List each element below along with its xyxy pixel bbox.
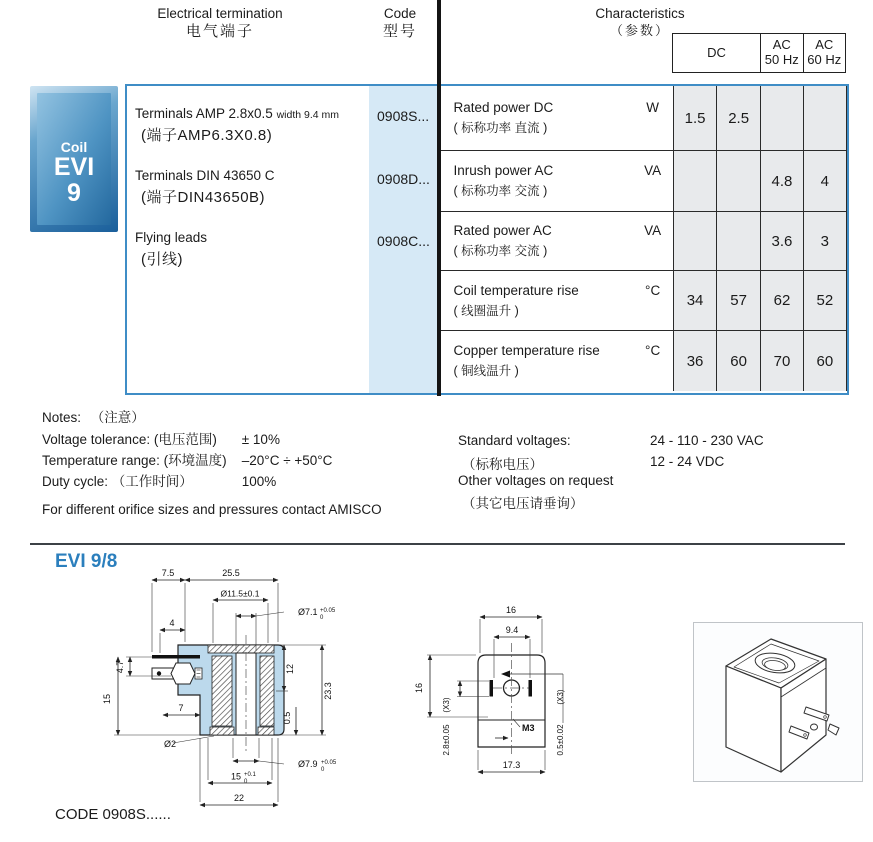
dim-label: 12	[285, 663, 295, 675]
value-cell	[673, 212, 717, 270]
coil-badge-face	[37, 93, 111, 225]
table-row	[441, 86, 847, 150]
value-cell	[760, 86, 803, 150]
header-zh: 型号	[382, 22, 417, 40]
badge-line3: 9	[67, 179, 81, 207]
value-cell	[716, 212, 759, 270]
coil-photo-badge	[30, 86, 118, 232]
dim-label: 23.3	[323, 682, 333, 700]
header-en: Electrical termination	[157, 6, 283, 21]
col-header-electrical-termination	[110, 6, 330, 42]
dim-label: 25.5	[222, 568, 240, 578]
dim-label: (X3)	[556, 689, 565, 705]
value-cell: 4.8	[760, 151, 803, 211]
table-row	[441, 211, 847, 270]
row-label-zh: ( 铜线温升 )	[453, 364, 519, 378]
value-cell: 1.5	[673, 86, 717, 150]
note-value: ± 10%	[241, 432, 280, 447]
note-line	[42, 428, 280, 448]
dim-label: M3	[522, 723, 535, 733]
header-en: Characteristics	[595, 6, 685, 21]
cross-section-drawing	[40, 555, 390, 830]
termination-row-din	[135, 168, 365, 207]
dim-tol-lo: 0	[244, 779, 248, 785]
value-cell: 2.5	[716, 86, 759, 150]
table-row	[441, 150, 847, 211]
dim-label: 0.5	[282, 711, 292, 725]
dim-label: 7	[178, 703, 184, 713]
row-unit: VA	[644, 223, 662, 238]
row-unit: °C	[645, 282, 661, 298]
row-label	[441, 331, 673, 391]
dim-label: Ø7.1	[298, 607, 318, 617]
ac60-line1: AC	[815, 37, 834, 53]
other-voltages-zh: （其它电压请垂询）	[462, 496, 584, 511]
note-label-en: Duty cycle:	[42, 474, 109, 489]
vac-values: 24 - 110 - 230 VAC	[650, 433, 764, 448]
ac50-line2: 50 Hz	[764, 52, 799, 67]
header-zh: 电气端子	[185, 22, 254, 40]
dim-label: 4.7	[115, 660, 125, 674]
row-label-en: Copper temperature rise	[453, 343, 600, 358]
termination-en	[135, 168, 365, 183]
value-cell: 36	[673, 331, 717, 391]
row-label-en: Rated power AC	[453, 223, 552, 238]
row-label-en: Coil temperature rise	[453, 282, 579, 298]
note-label-en: Temperature range:	[42, 453, 160, 468]
value-cell	[803, 86, 846, 150]
value-cell: 70	[760, 331, 803, 391]
power-column-headers	[672, 33, 846, 73]
dim-label: Ø7.9	[298, 759, 318, 769]
value-cell: 3	[803, 212, 846, 270]
header-en: Code	[383, 6, 417, 21]
coil-3d-view-frame	[693, 622, 863, 782]
ac50-line1: AC	[772, 37, 791, 53]
code-value: 0908C...	[377, 233, 430, 249]
value-cell: 52	[803, 271, 846, 330]
badge-line2: EVI	[53, 152, 95, 181]
row-label	[441, 86, 673, 150]
dim-label: (X3)	[442, 697, 451, 713]
badge-line1: Coil	[60, 138, 88, 155]
termination-row-leads	[135, 230, 365, 269]
note-label	[42, 428, 238, 448]
row-label-zh: ( 标称功率 交流 )	[453, 184, 548, 198]
note-label-zh: （工作时间）	[111, 474, 193, 489]
value-cell: 3.6	[760, 212, 803, 270]
other-voltages-label: Other voltages on request	[458, 473, 614, 488]
row-label	[441, 151, 673, 211]
dim-label: 9.4	[505, 625, 519, 635]
notes-title-zh: （注意）	[90, 410, 145, 425]
notes-title	[42, 406, 145, 426]
value-cell	[716, 151, 759, 211]
notes-footer: For different orifice sizes and pressures contact AMISCO	[42, 502, 382, 517]
connector-body	[478, 643, 563, 755]
note-label-en: Voltage tolerance:	[42, 432, 151, 447]
termination-row-amp	[135, 106, 365, 145]
dim-tol-lo: 0	[321, 767, 325, 773]
ac60-line2: 60 Hz	[807, 52, 842, 67]
row-label-zh: ( 标称功率 交流 )	[453, 244, 548, 258]
termination-zh: (端子DIN43650B)	[141, 189, 266, 206]
dim-label: 16	[414, 682, 424, 694]
dim-label: Ø2	[164, 739, 177, 749]
coil-3d-sketch	[726, 639, 839, 772]
row-unit: VA	[644, 163, 662, 178]
row-label	[441, 271, 673, 330]
termination-en	[135, 230, 365, 245]
vdc-values: 12 - 24 VDC	[650, 454, 725, 469]
termination-text: Flying leads	[135, 230, 208, 245]
value-cell: 4	[803, 151, 846, 211]
dim-label: 15	[102, 693, 112, 705]
row-unit: °C	[645, 343, 661, 358]
termination-zh: (引线)	[141, 251, 183, 268]
dim-label: 22	[233, 793, 245, 803]
note-label	[42, 449, 238, 469]
dim-label: 0.5±0.02	[556, 724, 565, 756]
top-view-drawing	[400, 595, 590, 790]
table-row	[441, 270, 847, 330]
dc-label: DC	[707, 44, 726, 60]
termination-text: Terminals DIN 43650 C	[135, 168, 275, 183]
value-cell: 57	[716, 271, 759, 330]
dim-label: 2.8±0.05	[442, 724, 451, 756]
drawing-code-caption: CODE 0908S......	[55, 806, 171, 823]
dim-tol-hi: +0.1	[244, 772, 256, 778]
characteristics-table	[441, 84, 849, 395]
note-value: 100%	[241, 474, 277, 489]
value-cell: 60	[716, 331, 759, 391]
value-cell	[673, 151, 717, 211]
dim-tol-lo: 0	[320, 615, 324, 621]
col-ac60	[803, 34, 846, 72]
dim-label: 16	[505, 605, 517, 615]
row-label-zh: ( 线圈温升 )	[453, 303, 519, 318]
termination-text: Terminals AMP 2.8x0.5	[135, 106, 273, 121]
dim-tol-hi: +0.05	[320, 608, 336, 614]
section-title: EVI 9/8	[55, 551, 118, 572]
col-ac50	[760, 34, 803, 72]
coil-3d-view	[694, 623, 864, 783]
code-value: 0908D...	[377, 171, 430, 187]
dim-label: 4	[169, 618, 175, 628]
dim-label: 17.3	[502, 760, 521, 770]
note-line	[42, 449, 332, 469]
dim-label: 15	[230, 771, 242, 782]
table-row	[441, 330, 847, 391]
row-label-en: Rated power DC	[453, 100, 554, 115]
coil-section-body	[178, 635, 284, 751]
value-cell: 60	[803, 331, 846, 391]
value-cell: 62	[760, 271, 803, 330]
value-cell: 34	[673, 271, 717, 330]
code-value: 0908S...	[377, 108, 430, 124]
standard-voltages-label: Standard voltages:	[458, 433, 571, 448]
note-label-zh: (环境温度)	[163, 453, 227, 468]
col-header-code	[360, 6, 440, 42]
termination-en	[135, 106, 365, 121]
termination-note: width 9.4 mm	[276, 109, 340, 121]
row-label-zh: ( 标称功率 直流 )	[453, 121, 548, 135]
row-label-en: Inrush power AC	[453, 163, 554, 178]
dim-label: 7.5	[161, 568, 175, 578]
row-unit: W	[646, 100, 659, 115]
dim-label: Ø11.5±0.1	[220, 588, 260, 599]
termination-panel	[125, 84, 437, 395]
notes-title-en: Notes:	[42, 410, 82, 425]
note-line	[42, 470, 276, 490]
termination-zh: (端子AMP6.3X0.8)	[141, 127, 273, 144]
standard-voltages-zh: （标称电压）	[462, 457, 543, 472]
header-zh: （参数）	[609, 22, 670, 38]
row-label	[441, 212, 673, 270]
note-label-zh: (电压范围)	[153, 432, 217, 447]
note-value: –20°C ÷ +50°C	[241, 453, 333, 468]
section-divider	[30, 543, 845, 545]
dim-tol-hi: +0.05	[321, 760, 337, 766]
col-dc	[673, 34, 760, 72]
note-label	[42, 470, 238, 490]
